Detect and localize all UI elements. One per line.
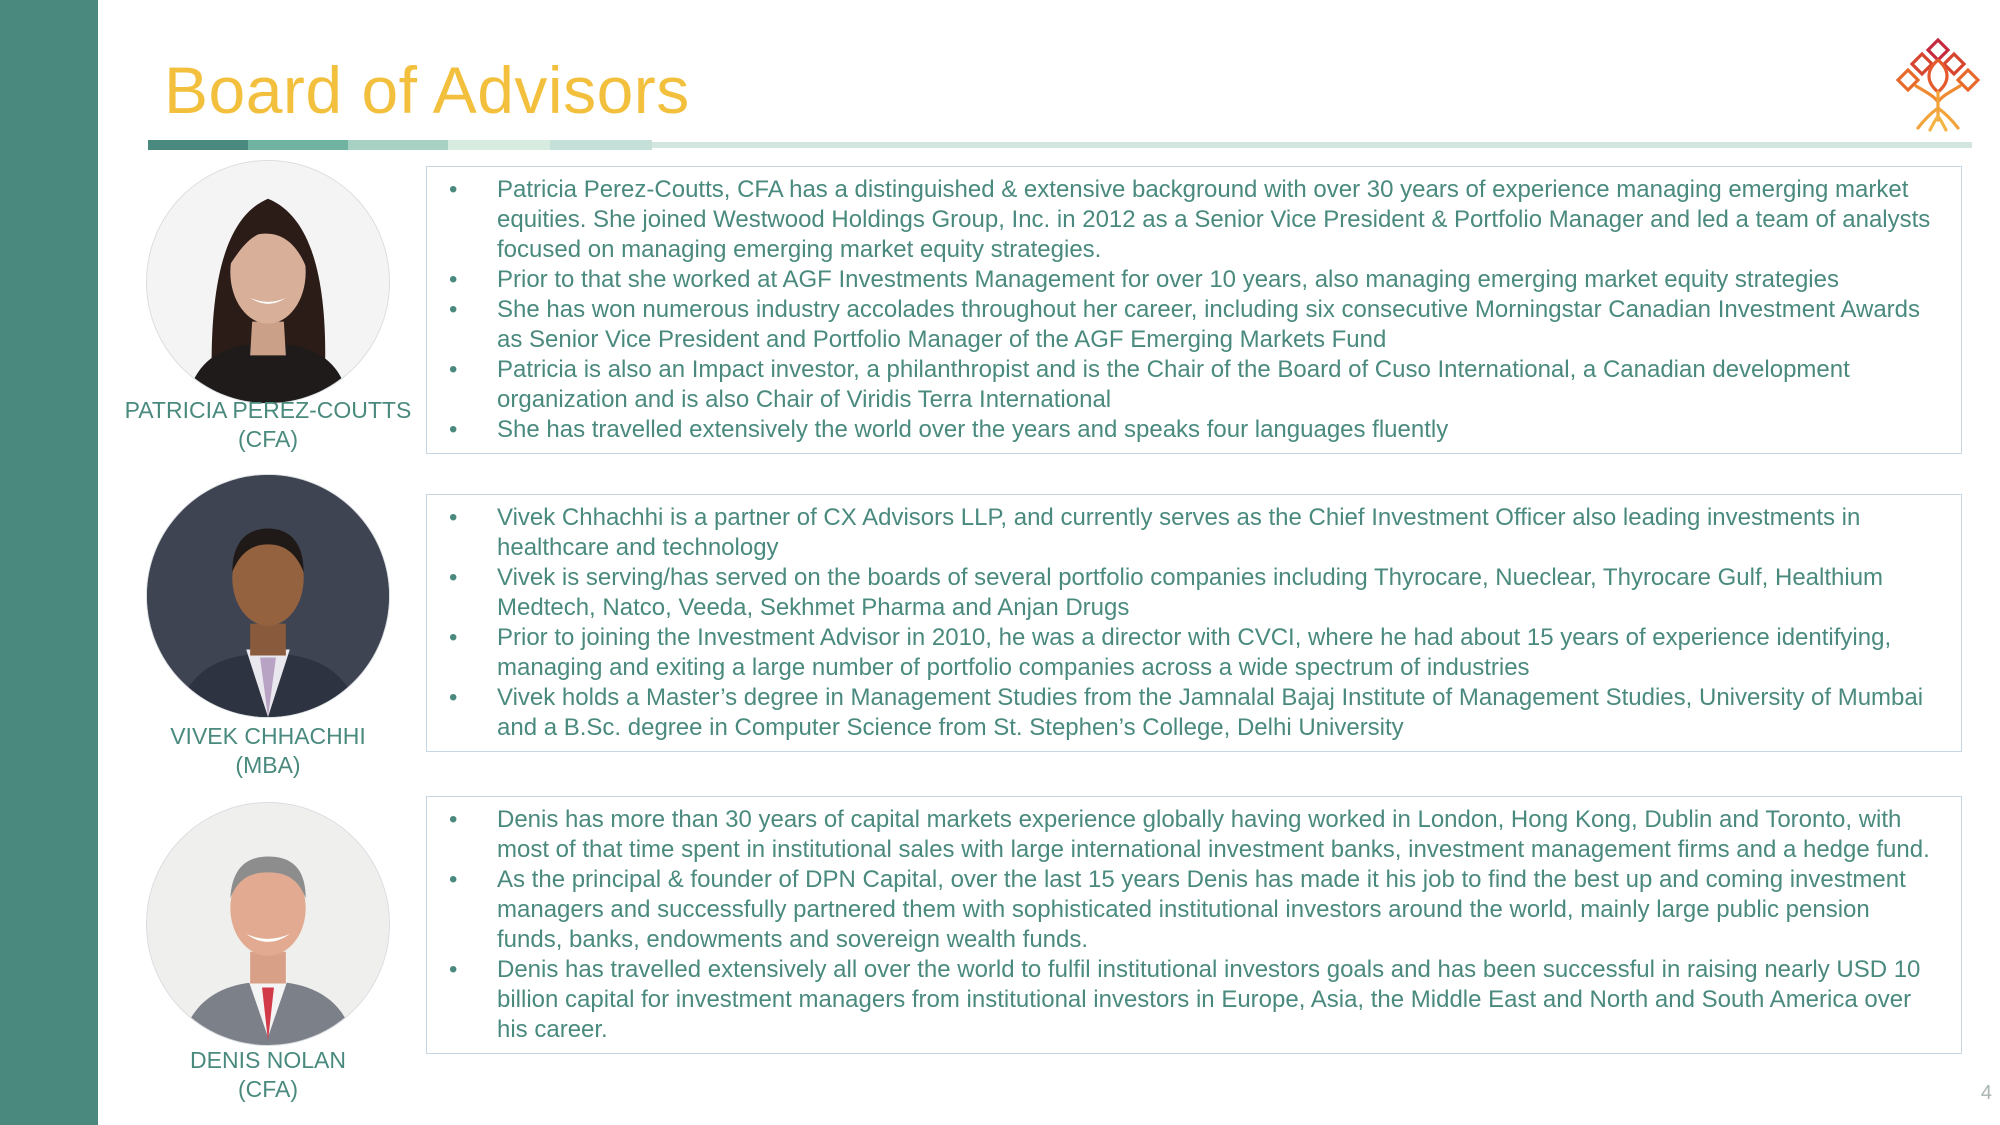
advisor-name <box>118 722 418 780</box>
advisor-bio-box <box>426 494 1962 752</box>
bullet-marker: • <box>449 624 458 651</box>
bio-bullet-item <box>439 503 1941 563</box>
bio-bullet-item <box>439 355 1941 415</box>
advisor-photo <box>146 474 390 718</box>
bio-bullet-text: Prior to that she worked at AGF Investments Management for over 10 years, also managing emerging market equity strategies <box>497 266 1839 293</box>
bullet-marker: • <box>449 806 458 833</box>
advisor-name <box>118 396 418 454</box>
bullet-marker: • <box>449 564 458 591</box>
bio-bullet-item <box>439 955 1941 1045</box>
bio-bullet-item <box>439 805 1941 865</box>
bio-bullet-text: Patricia Perez-Coutts, CFA has a distinguished & extensive background with over 30 years of experience managing emerging market equities. She joined Westwood Holdings Group, Inc. in 2012 as a Senior Vice President & Portfolio Manager and led a team of analysts focused on managing emerging market equity strategies. <box>497 176 1931 263</box>
page-title: Board of Advisors <box>164 53 690 127</box>
bio-bullet-item <box>439 623 1941 683</box>
bio-bullet-text: Denis has more than 30 years of capital markets experience globally having worked in London, Hong Kong, Dublin and Toronto, with most of that time spent in institutional sales with large international investment banks, investment management firms and a hedge fund. <box>497 806 1930 863</box>
bullet-marker: • <box>449 296 458 323</box>
page-number: 4 <box>1980 1082 1992 1104</box>
bullet-marker: • <box>449 356 458 383</box>
bullet-marker: • <box>449 684 458 711</box>
advisor-name <box>118 1046 418 1104</box>
title-divider-segment <box>148 140 248 150</box>
bio-bullet-text: Patricia is also an Impact investor, a philanthropist and is the Chair of the Board of Cuso International, a Canadian development organization and is also Chair of Viridis Terra International <box>497 356 1850 413</box>
bullet-marker: • <box>449 504 458 531</box>
advisor-bio-box <box>426 166 1962 454</box>
bullet-marker: • <box>449 866 458 893</box>
bio-bullet-item <box>439 265 1941 295</box>
advisor-credential: (MBA) <box>235 752 301 778</box>
advisor-name-text: VIVEK CHHACHHI <box>170 723 366 749</box>
bullet-marker: • <box>449 176 458 203</box>
advisor-credential: (CFA) <box>237 426 299 452</box>
advisor-credential: (CFA) <box>237 1076 299 1102</box>
tree-of-life-logo <box>1896 36 1980 132</box>
bio-bullet-item <box>439 683 1941 743</box>
bio-bullet-item <box>439 175 1941 265</box>
bio-bullet-text: Denis has travelled extensively all over the world to fulfil institutional investors goals and has been successful in raising nearly USD 10 billion capital for investment managers from institutional investors in Europe, Asia, the Middle East and North and South America over his career. <box>497 956 1921 1043</box>
title-divider-segment <box>248 140 348 150</box>
bio-bullet-text: Vivek Chhachhi is a partner of CX Advisors LLP, and currently serves as the Chief Investment Officer also leading investments in healthcare and technology <box>497 504 1861 561</box>
title-divider-segment <box>348 140 448 150</box>
left-accent-bar <box>0 0 98 1125</box>
bullet-marker: • <box>449 416 458 443</box>
title-divider-line <box>652 142 1972 148</box>
bullet-marker: • <box>449 266 458 293</box>
bullet-marker: • <box>449 956 458 983</box>
advisor-photo <box>146 802 390 1046</box>
bio-bullet-item <box>439 563 1941 623</box>
bio-bullet-text: As the principal & founder of DPN Capital, over the last 15 years Denis has made it his job to find the best up and coming investment managers and successfully partnered them with sophisticated institutional investors around the world, mainly large public pension funds, banks, endowments and sovereign wealth funds. <box>497 866 1906 953</box>
advisor-bio-box <box>426 796 1962 1054</box>
bio-bullet-item <box>439 865 1941 955</box>
title-divider-segment <box>550 140 652 150</box>
bio-bullet-item <box>439 295 1941 355</box>
bio-bullet-text: She has won numerous industry accolades throughout her career, including six consecutive Morningstar Canadian Investment Awards as Senior Vice President and Portfolio Manager of the AGF Emerging Markets Fund <box>497 296 1921 353</box>
advisor-name-text: PATRICIA PEREZ-COUTTS <box>124 397 412 423</box>
advisor-name-text: DENIS NOLAN <box>190 1047 346 1073</box>
bio-bullet-item <box>439 415 1941 445</box>
bio-bullet-text: She has travelled extensively the world over the years and speaks four languages fluently <box>497 416 1449 443</box>
title-divider-segment <box>448 140 550 150</box>
bio-bullet-text: Vivek holds a Master’s degree in Management Studies from the Jamnalal Bajaj Institute of Management Studies, University of Mumbai and a B.Sc. degree in Computer Science from St. Stephen’s College, Delhi University <box>497 684 1924 741</box>
advisor-photo <box>146 160 390 404</box>
bio-bullet-text: Prior to joining the Investment Advisor in 2010, he was a director with CVCI, where he had about 15 years of experience identifying, managing and exiting a large number of portfolio companies across a wide spectrum of industries <box>497 624 1892 681</box>
bio-bullet-text: Vivek is serving/has served on the boards of several portfolio companies including Thyrocare, Nueclear, Thyrocare Gulf, Healthium Medtech, Natco, Veeda, Sekhmet Pharma and Anjan Drugs <box>497 564 1884 621</box>
